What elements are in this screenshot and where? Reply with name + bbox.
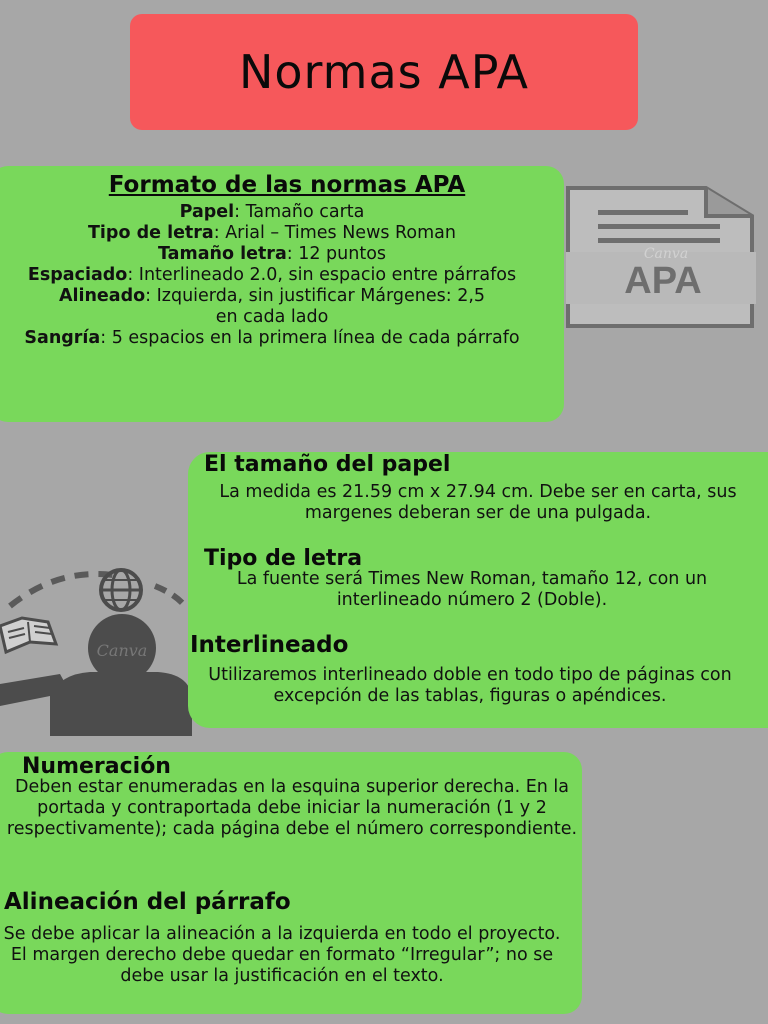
spacing-text: Utilizaremos interlineado doble en todo tipo de páginas con excepción de las tablas, figuras o apéndices. <box>208 665 732 706</box>
paper-size-heading: El tamaño del papel <box>204 452 451 477</box>
format-item-spacing <box>10 265 534 286</box>
format-heading: Formato de las normas APA <box>108 172 466 198</box>
page-title: Normas APA <box>239 45 529 99</box>
format-item-alignment <box>10 286 534 328</box>
alignment-heading: Alineación del párrafo <box>4 889 291 915</box>
font-text: La fuente será Times New Roman, tamaño 12, con un interlineado número 2 (Doble). <box>236 569 708 610</box>
format-value: : Izquierda, sin justificar Márgenes: 2,5 en cada lado <box>145 286 486 327</box>
format-label: Sangría <box>24 328 101 348</box>
format-value: : 5 espacios en la primera línea de cada párrafo <box>100 328 520 348</box>
numbering-heading: Numeración <box>22 754 171 779</box>
globe-icon <box>101 570 141 610</box>
format-label: Alineado <box>58 286 146 306</box>
alignment-text: Se debe aplicar la alineación a la izquierda en todo el proyecto. El margen derecho debe quedar en formato “Irregular”; no se debe usar la justificación en el texto. <box>3 924 561 986</box>
format-item-size <box>10 244 534 265</box>
format-item-indent <box>10 328 534 349</box>
format-value: : Interlineado 2.0, sin espacio entre párrafos <box>127 265 517 285</box>
spacing-heading: Interlineado <box>190 632 349 658</box>
format-value: : Arial – Times News Roman <box>213 223 456 243</box>
paper-size-text: La medida es 21.59 cm x 27.94 cm. Debe ser en carta, sus margenes deberan ser de una pulgada. <box>219 482 737 523</box>
format-item-font <box>10 223 534 244</box>
watermark-2: Canva <box>96 641 148 660</box>
watermark: Canva <box>643 246 689 262</box>
numbering-text: Deben estar enumeradas en la esquina superior derecha. En la portada y contraportada debe iniciar la numeración (1 y 2 respectivamente); cada página debe el número correspondiente. <box>6 777 578 839</box>
format-label: Espaciado <box>27 265 128 285</box>
apa-icon-label: APA <box>624 260 702 302</box>
format-item-paper <box>10 202 534 223</box>
format-label: Tamaño letra <box>157 244 287 264</box>
format-value: : Tamaño carta <box>234 202 365 222</box>
format-label: Tipo de letra <box>88 223 214 243</box>
format-value: : 12 puntos <box>286 244 387 264</box>
font-heading: Tipo de letra <box>204 546 363 571</box>
title-banner <box>130 14 638 130</box>
book-icon <box>0 618 56 652</box>
apa-document-icon <box>566 186 756 328</box>
format-list <box>10 202 534 349</box>
format-label: Papel <box>179 202 235 222</box>
person-reading-icon <box>0 566 200 736</box>
